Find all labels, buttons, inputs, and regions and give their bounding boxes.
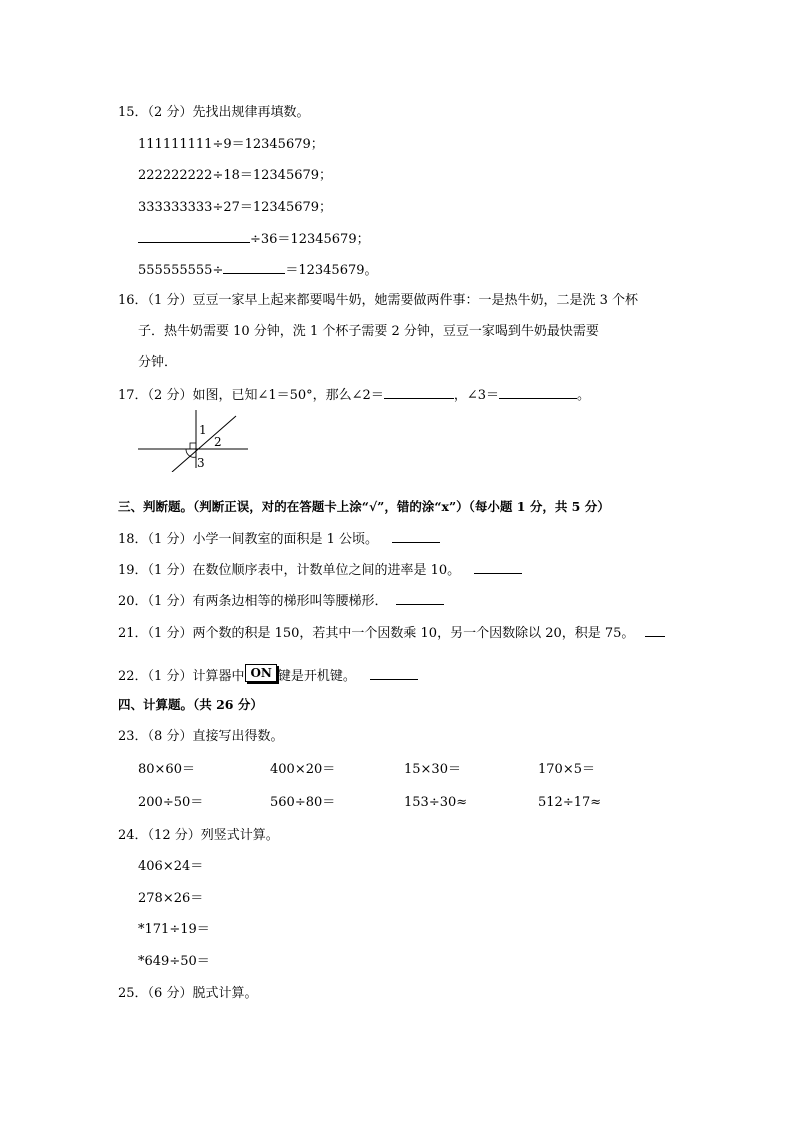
q23-row-2-item: 512÷17≈: [538, 795, 602, 810]
q15-line-5-tail: ＝12345679。: [285, 263, 378, 278]
answer-blank[interactable]: [396, 592, 444, 605]
answer-blank[interactable]: [138, 230, 250, 243]
q15-line-2: 222222222÷18＝12345679；: [138, 168, 333, 183]
q23-row-1-item: 170×5＝: [538, 762, 595, 777]
answer-blank[interactable]: [645, 624, 665, 637]
q24-item: 278×26＝: [138, 891, 204, 906]
q15-line-4-text: ÷36＝12345679；: [250, 232, 370, 247]
q17-mid-text: ，∠3＝: [453, 388, 499, 403]
section-3-title: 三、判断题。（判断正误，对的在答题卡上涂“√”，错的涂“x”）（每小题 1 分，共 5 分）: [118, 499, 610, 514]
q16-line-3: 分钟．: [138, 355, 178, 370]
answer-blank[interactable]: [392, 530, 440, 543]
q15-heading: 15．（2 分）先找出规律再填数。: [118, 105, 310, 120]
answer-blank[interactable]: [223, 261, 285, 274]
q23-row-2-item: 200÷50＝: [138, 795, 204, 810]
q17-tail-text: 。: [577, 388, 591, 403]
q23-heading: 23．（8 分）直接写出得数。: [118, 729, 284, 744]
q23-row-2-item: 560÷80＝: [270, 795, 336, 810]
q20: [118, 592, 444, 611]
q15-line-5: [138, 261, 378, 280]
q23-row-1-item: 80×60＝: [138, 762, 195, 777]
q17-heading: [118, 386, 590, 405]
section-4-title: 四、计算题。（共 26 分）: [118, 697, 263, 712]
q16-line-1: 16．（1 分）豆豆一家早上起来都要喝牛奶，她需要做两件事：一是热牛奶，二是洗 3 个杯: [118, 293, 638, 308]
q24-item: *649÷50＝: [138, 954, 210, 969]
q15-line-3: 333333333÷27＝12345679；: [138, 200, 333, 215]
q15-line-5-head: 555555555÷: [138, 263, 224, 278]
q21-text: 21．（1 分）两个数的积是 150，若其中一个因数乘 10，另一个因数除以 20，积是 75。: [118, 626, 635, 641]
angle-label-3: 3: [197, 456, 205, 470]
answer-blank[interactable]: [384, 386, 454, 399]
answer-blank[interactable]: [499, 386, 577, 399]
q17-head-text: 17．（2 分）如图，已知∠1＝50°，那么∠2＝: [118, 388, 384, 403]
right-angle-mark: [190, 443, 196, 449]
q22: [118, 664, 418, 686]
angle-figure: [130, 406, 260, 472]
q19-text: 19．（1 分）在数位顺序表中，计数单位之间的进率是 10。: [118, 563, 461, 578]
q21: [118, 624, 665, 643]
q24-heading: 24．（12 分）列竖式计算。: [118, 828, 279, 843]
angle-label-2: 2: [214, 435, 222, 449]
q18-text: 18．（1 分）小学一间教室的面积是 1 公顷。: [118, 532, 378, 547]
q15-line-1: 111111111÷9＝12345679；: [138, 137, 324, 152]
q23-row-1-item: 15×30＝: [404, 762, 461, 777]
angle-label-1: 1: [199, 423, 207, 437]
answer-blank[interactable]: [474, 561, 522, 574]
q24-item: 406×24＝: [138, 859, 204, 874]
q22-tail: 键是开机键。: [277, 669, 356, 684]
q22-head: 22．（1 分）计算器中: [118, 669, 245, 684]
q19: [118, 561, 522, 580]
on-key-icon: ON: [245, 664, 276, 682]
q18: [118, 530, 440, 549]
q23-row-2-item: 153÷30≈: [404, 795, 468, 810]
q20-text: 20．（1 分）有两条边相等的梯形叫等腰梯形．: [118, 594, 388, 609]
q24-item: *171÷19＝: [138, 922, 210, 937]
q25-heading: 25．（6 分）脱式计算。: [118, 986, 258, 1001]
q16-line-2: 子．热牛奶需要 10 分钟，洗 1 个杯子需要 2 分钟，豆豆一家喝到牛奶最快需要: [138, 324, 599, 339]
q23-row-1-item: 400×20＝: [270, 762, 336, 777]
answer-blank[interactable]: [370, 667, 418, 680]
q15-line-4: [138, 230, 370, 249]
